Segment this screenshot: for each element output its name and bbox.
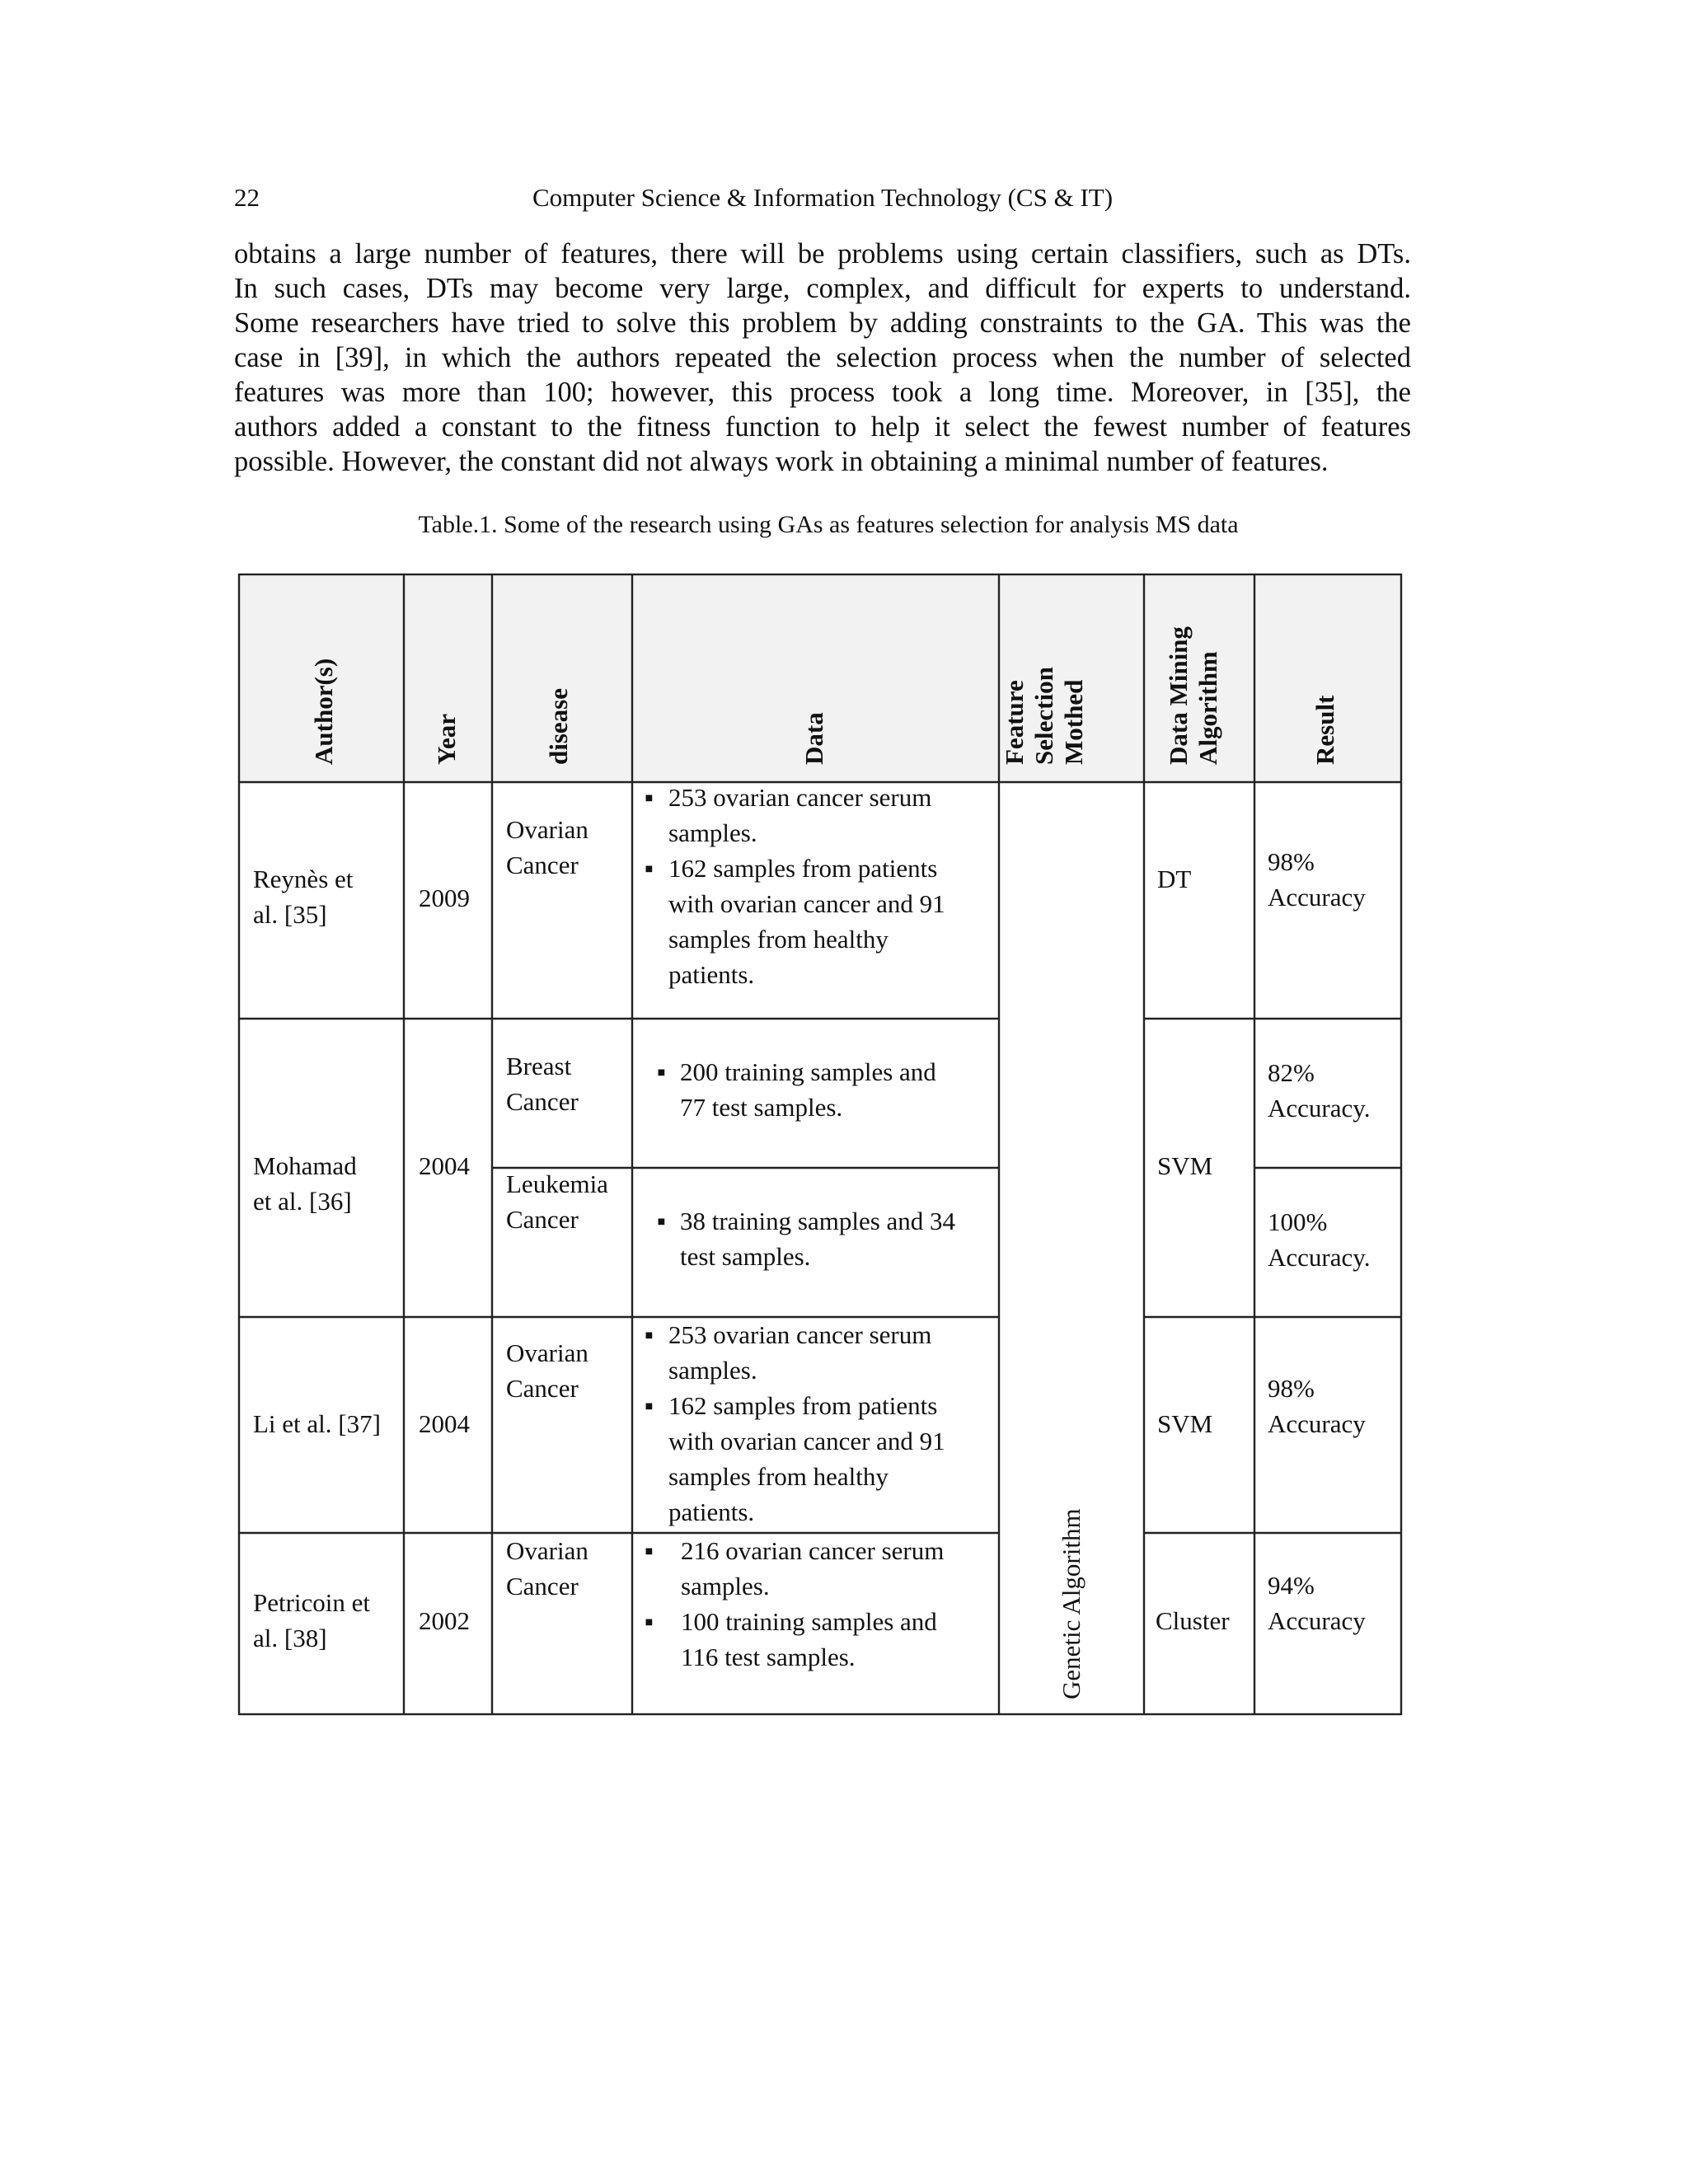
table-row <box>253 783 1366 989</box>
data-cell: ▪ 216 ovarian cancer serum samples. ▪ 100 training samples and 116 test samples. <box>645 1536 945 1671</box>
result-cell: 98% Accuracy <box>1268 1374 1366 1438</box>
journal-title: Computer Science & Information Technology (CS & IT) <box>532 183 1114 212</box>
disease-cell: Breast Cancer <box>506 1052 579 1116</box>
algorithm-cell: Cluster <box>1156 1606 1230 1635</box>
disease-cell: Ovarian Cancer <box>506 1338 588 1403</box>
algorithm-cell: SVM <box>1157 1151 1213 1180</box>
body-line: possible. However, the constant did not always work in obtaining a minimal number of features. <box>234 446 1329 477</box>
header-author: Author(s) <box>309 658 338 765</box>
data-cell: ▪ 38 training samples and 34 test samples. <box>657 1207 956 1271</box>
body-line: case in [39], in which the authors repeated the selection process when the number of selected <box>234 342 1411 373</box>
year-cell: 2004 <box>419 1151 470 1180</box>
year-cell: 2002 <box>419 1606 470 1635</box>
body-line: obtains a large number of features, there will be problems using certain classifiers, such as DTs. <box>234 238 1411 269</box>
table-row <box>253 1320 1366 1526</box>
table-row <box>253 1052 1370 1272</box>
header-data-mining-algorithm: Data Mining Algorithm <box>1164 626 1222 765</box>
body-line: features was more than 100; however, this process took a long time. Moreover, in [35], the <box>234 377 1411 408</box>
header-feature-selection: Feature Selection Mothed <box>1000 667 1088 765</box>
data-cell: ▪ 253 ovarian cancer serum samples. ▪ 162 samples from patients with ovarian cancer and 91 samples from healthy patients. <box>645 1320 945 1526</box>
disease-cell: Ovarian Cancer <box>506 1536 588 1601</box>
header-disease: disease <box>544 688 573 765</box>
header-data: Data <box>799 712 828 765</box>
data-cell: ▪ 253 ovarian cancer serum samples. ▪ 162 samples from patients with ovarian cancer and 91 samples from healthy patients. <box>645 783 945 989</box>
year-cell: 2009 <box>419 883 470 912</box>
result-cell: 94% Accuracy <box>1268 1571 1366 1635</box>
header-result: Result <box>1311 695 1339 765</box>
data-cell: ▪ 200 training samples and 77 test samples. <box>657 1057 936 1122</box>
algorithm-cell: DT <box>1157 865 1192 893</box>
disease-cell: Ovarian Cancer <box>506 815 588 879</box>
author-cell: Li et al. [37] <box>253 1409 381 1438</box>
table-row <box>253 1536 1366 1671</box>
result-cell: 82% Accuracy. <box>1268 1058 1371 1122</box>
author-cell: Petricoin et al. [38] <box>253 1588 371 1652</box>
page-number: 22 <box>234 183 260 212</box>
body-line: In such cases, DTs may become very large, complex, and difficult for experts to understand. <box>234 273 1411 304</box>
disease-cell: Leukemia Cancer <box>506 1169 608 1234</box>
result-cell: 100% Accuracy. <box>1268 1207 1371 1272</box>
header-year: Year <box>432 714 461 765</box>
algorithm-cell: SVM <box>1157 1409 1213 1438</box>
body-line: Some researchers have tried to solve this problem by adding constraints to the GA. This was the <box>234 307 1411 339</box>
result-cell: 98% Accuracy <box>1268 847 1366 912</box>
author-cell: Mohamad et al. [36] <box>253 1151 357 1216</box>
table-caption: Table.1. Some of the research using GAs as features selection for analysis MS data <box>418 511 1239 538</box>
year-cell: 2004 <box>419 1409 470 1438</box>
feature-selection-method-cell: Genetic Algorithm <box>1057 1508 1085 1699</box>
author-cell: Reynès et al. [35] <box>253 865 354 929</box>
body-line: authors added a constant to the fitness function to help it select the fewest number of features <box>234 411 1411 443</box>
